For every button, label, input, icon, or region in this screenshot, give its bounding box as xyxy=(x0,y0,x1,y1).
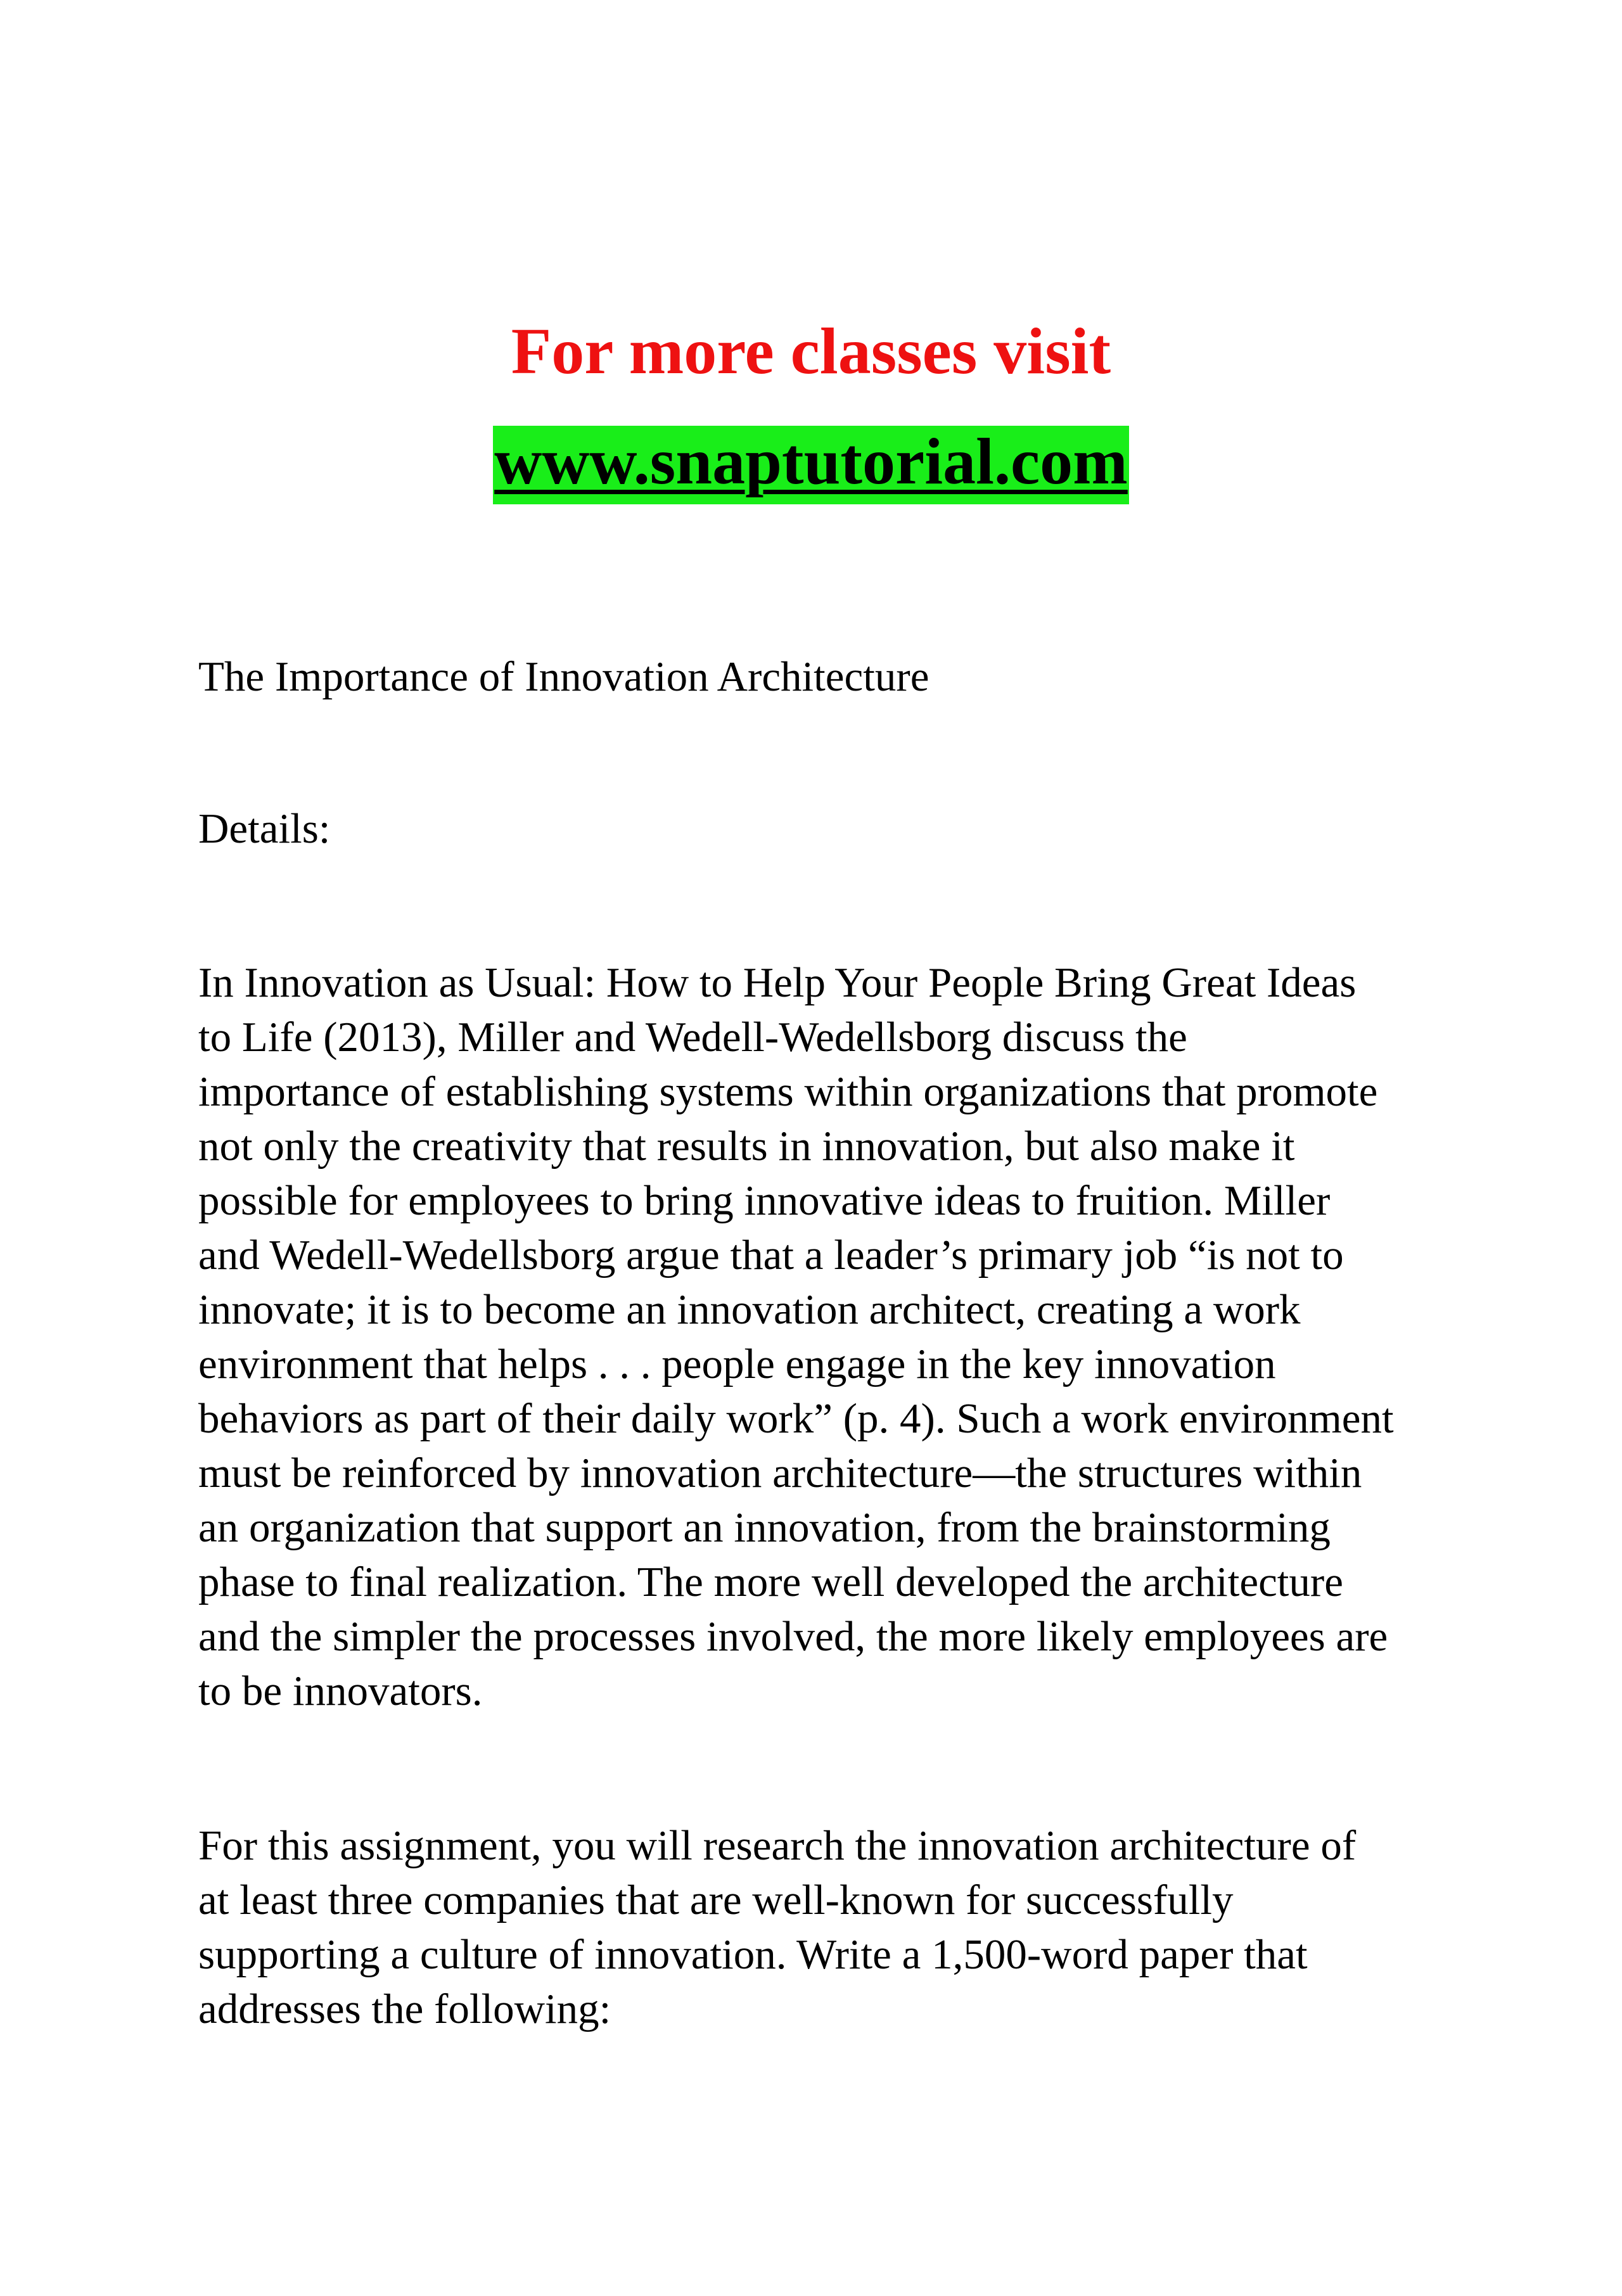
paragraph-line: behaviors as part of their daily work” (p. 4). Such a work environment xyxy=(198,1395,1394,1442)
document-title: The Importance of Innovation Architecture xyxy=(198,653,929,700)
paragraph-line: not only the creativity that results in innovation, but also make it xyxy=(198,1123,1295,1170)
paragraph-line: and the simpler the processes involved, the more likely employees are xyxy=(198,1613,1388,1660)
paragraph-line: to be innovators. xyxy=(198,1668,483,1714)
paragraph-line: addresses the following: xyxy=(198,1986,611,2032)
url-container xyxy=(0,426,1622,504)
website-link[interactable]: www.snaptutorial.com xyxy=(493,426,1129,504)
paragraph-line: supporting a culture of innovation. Write a 1,500-word paper that xyxy=(198,1931,1308,1978)
paragraph-line: innovate; it is to become an innovation architect, creating a work xyxy=(198,1286,1301,1333)
paragraph-assignment xyxy=(198,1818,1466,2036)
paragraph-line: to Life (2013), Miller and Wedell-Wedellsborg discuss the xyxy=(198,1014,1187,1061)
details-label: Details: xyxy=(198,805,331,852)
paragraph-line: and Wedell-Wedellsborg argue that a leader’s primary job “is not to xyxy=(198,1232,1344,1279)
paragraph-line: For this assignment, you will research the innovation architecture of xyxy=(198,1822,1357,1869)
paragraph-line: importance of establishing systems within organizations that promote xyxy=(198,1068,1378,1115)
paragraph-line: an organization that support an innovation, from the brainstorming xyxy=(198,1504,1331,1551)
paragraph-line: In Innovation as Usual: How to Help Your People Bring Great Ideas xyxy=(198,959,1357,1006)
paragraph-line: must be reinforced by innovation architecture—the structures within xyxy=(198,1450,1362,1496)
paragraph-line: at least three companies that are well-known for successfully xyxy=(198,1877,1234,1923)
paragraph-line: environment that helps . . . people engage in the key innovation xyxy=(198,1341,1276,1387)
paragraph-line: phase to final realization. The more well developed the architecture xyxy=(198,1559,1343,1605)
paragraph-intro xyxy=(198,955,1466,1718)
paragraph-line: possible for employees to bring innovative ideas to fruition. Miller xyxy=(198,1177,1331,1224)
promo-heading: For more classes visit xyxy=(511,315,1111,388)
